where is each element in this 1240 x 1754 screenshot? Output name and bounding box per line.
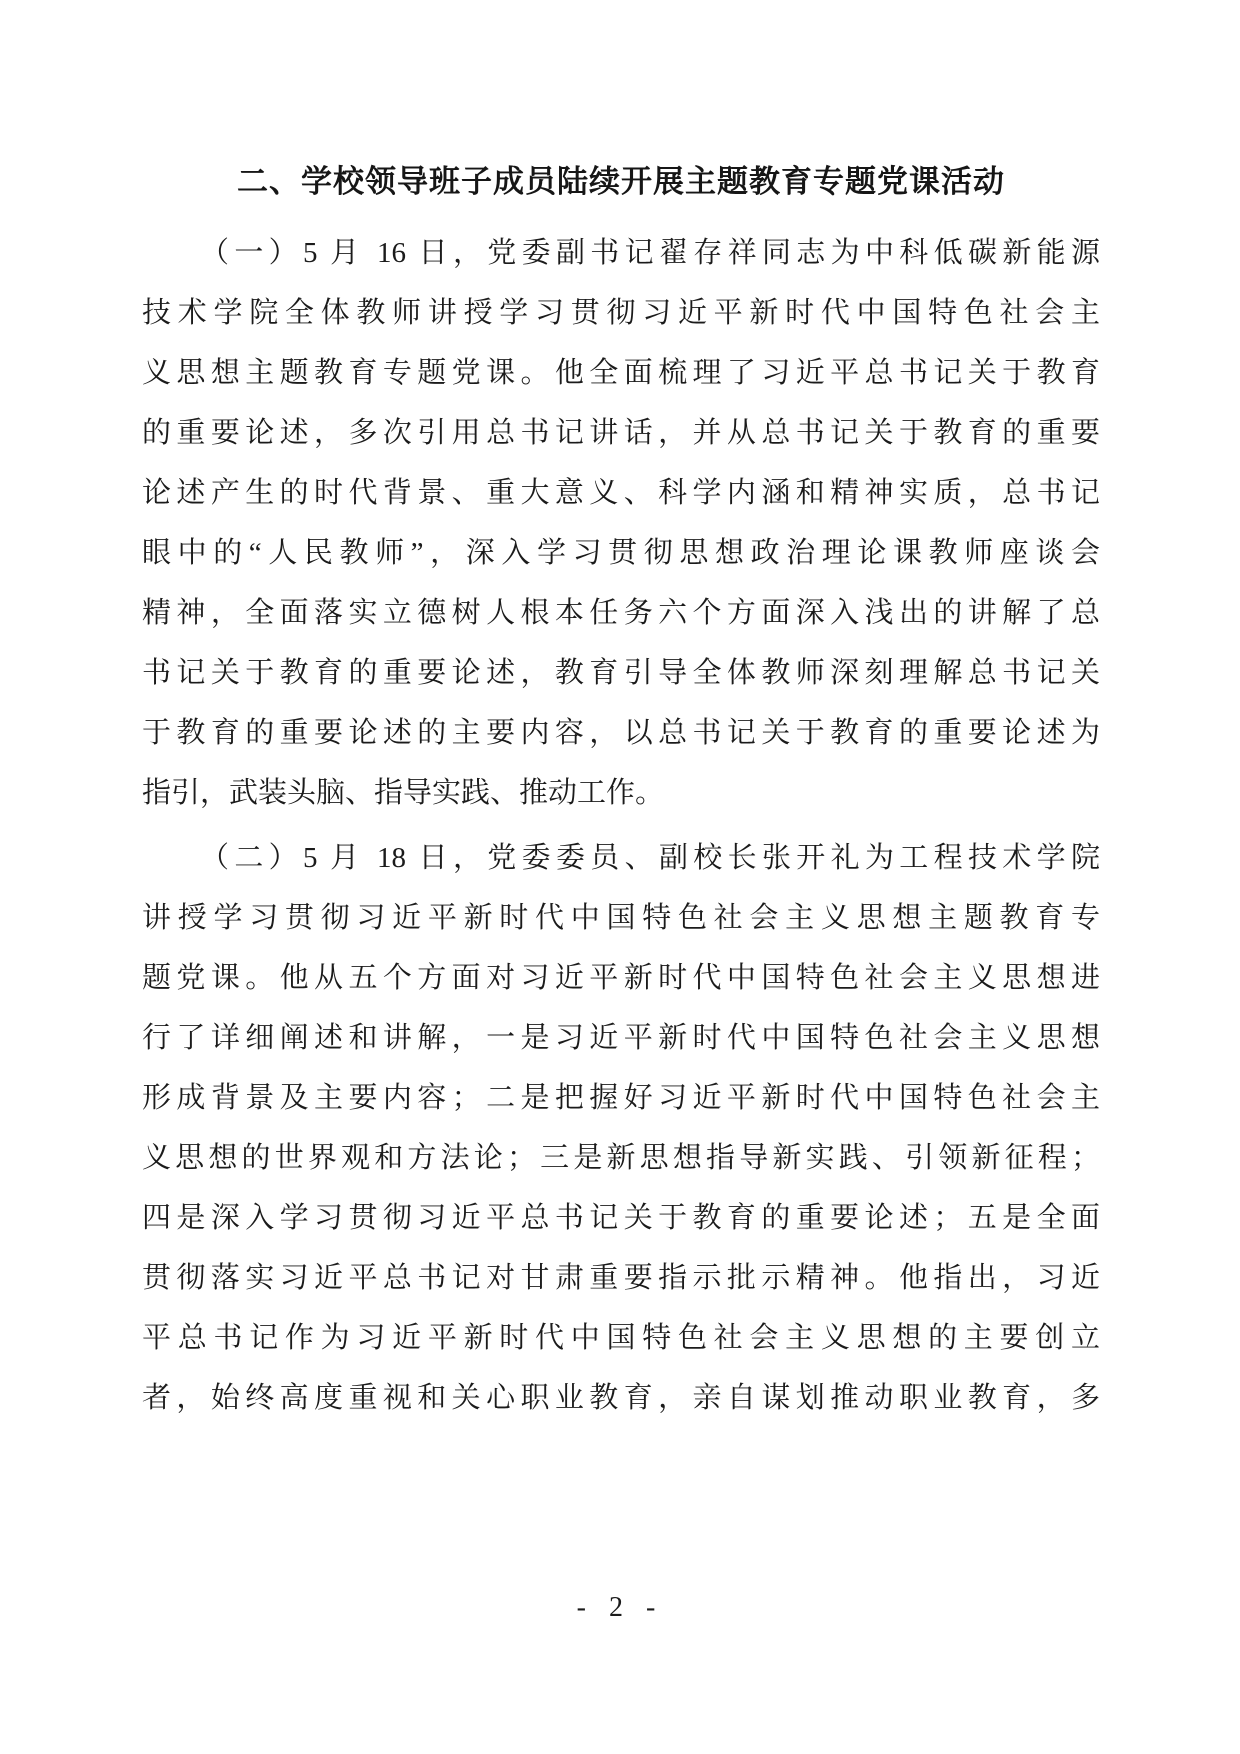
text-line: 的重要论述，多次引用总书记讲话，并从总书记关于教育的重要: [142, 417, 1100, 449]
text-line: 者，始终高度重视和关心职业教育，亲自谋划推动职业教育，多: [142, 1382, 1100, 1414]
text-line: 形成背景及主要内容；二是把握好习近平新时代中国特色社会主: [142, 1082, 1100, 1114]
text-line: 论述产生的时代背景、重大意义、科学内涵和精神实质，总书记: [142, 477, 1100, 509]
paragraph-2: [142, 828, 1100, 1428]
text-line: 精神，全面落实立德树人根本任务六个方面深入浅出的讲解了总: [142, 597, 1100, 629]
text-line: 行了详细阐述和讲解，一是习近平新时代中国特色社会主义思想: [142, 1022, 1100, 1054]
text-line: 四是深入学习贯彻习近平总书记关于教育的重要论述；五是全面: [142, 1202, 1100, 1234]
text-line: 于教育的重要论述的主要内容，以总书记关于教育的重要论述为: [142, 717, 1100, 749]
page-number: - 2 -: [576, 1592, 664, 1623]
text-line: 讲授学习贯彻习近平新时代中国特色社会主义思想主题教育专: [142, 902, 1100, 934]
paragraph-1: [142, 223, 1100, 823]
text-line: 平总书记作为习近平新时代中国特色社会主义思想的主要创立: [142, 1322, 1100, 1354]
text-line: 眼中的“人民教师”，深入学习贯彻思想政治理论课教师座谈会: [142, 537, 1100, 569]
text-line: （二）5 月 18 日，党委委员、副校长张开礼为工程技术学院: [200, 842, 1100, 874]
text-line: 指引，武装头脑、指导实践、推动工作。: [142, 777, 665, 809]
text-line: 义思想的世界观和方法论；三是新思想指导新实践、引领新征程；: [142, 1142, 1100, 1174]
text-line: 贯彻落实习近平总书记对甘肃重要指示批示精神。他指出，习近: [142, 1262, 1100, 1294]
text-line: 书记关于教育的重要论述，教育引导全体教师深刻理解总书记关: [142, 657, 1100, 689]
text-line: 技术学院全体教师讲授学习贯彻习近平新时代中国特色社会主: [142, 297, 1100, 329]
text-line: （一）5 月 16 日，党委副书记翟存祥同志为中科低碳新能源: [200, 237, 1100, 269]
document-content: [142, 160, 1100, 1428]
text-line: 义思想主题教育专题党课。他全面梳理了习近平总书记关于教育: [142, 357, 1100, 389]
section-heading: 二、学校领导班子成员陆续开展主题教育专题党课活动: [237, 164, 1005, 199]
text-line: 题党课。他从五个方面对习近平新时代中国特色社会主义思想进: [142, 962, 1100, 994]
